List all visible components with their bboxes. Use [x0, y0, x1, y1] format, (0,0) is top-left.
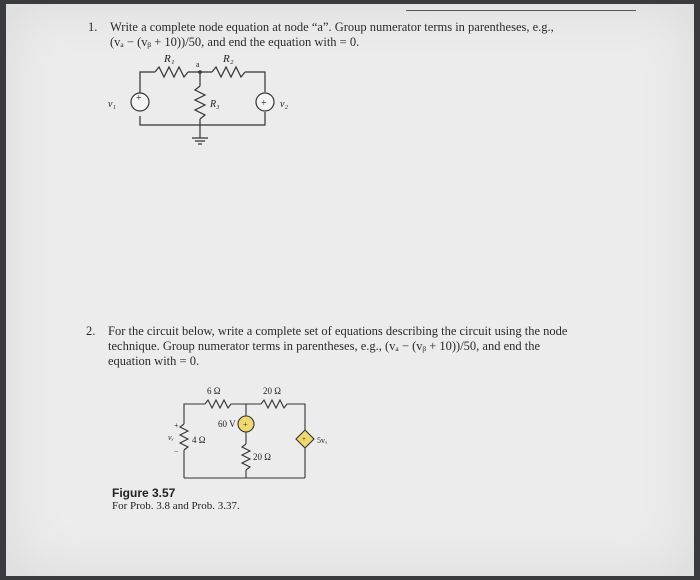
v1-plus-sign: + [136, 93, 142, 104]
node-a-dot [198, 70, 202, 74]
problem-1-number: 1. [88, 20, 98, 34]
problem-1-line-1 [88, 20, 618, 35]
wire-left-top [184, 404, 205, 424]
resistor-r2 [212, 67, 245, 77]
resistor-20ohm-mid [242, 444, 250, 470]
resistor-r1 [155, 67, 188, 77]
label-node-a: a [196, 60, 200, 69]
vsrc-plus-sign: + [243, 420, 248, 429]
label-r3: R₃ [210, 99, 220, 110]
header-rule [406, 10, 636, 11]
resistor-r3 [195, 86, 205, 119]
label-dep-source: 5vₓ [317, 436, 328, 445]
v2-plus-sign: + [261, 98, 267, 109]
resistor-4ohm [180, 424, 188, 450]
label-6ohm: 6 Ω [207, 386, 221, 396]
label-4ohm: 4 Ω [192, 435, 206, 445]
resistor-6ohm [205, 400, 231, 408]
problem-1-line-2: (vₐ − (vᵦ + 10))/50, and end the equation with = 0. [110, 35, 360, 49]
problem-2 [86, 324, 611, 369]
dep-plus-sign: + [302, 435, 306, 443]
problem-1-text-1: Write a complete node equation at node “a”. Group numerator terms in parentheses, e.g., [110, 20, 554, 34]
figure-subtitle: For Prob. 3.8 and Prob. 3.37. [112, 500, 240, 512]
worksheet-page [6, 4, 694, 576]
label-r2: R₂ [223, 53, 234, 65]
wire-right-top [287, 404, 305, 430]
ground-symbol [192, 138, 208, 144]
problem-2-text-1: For the circuit below, write a complete set of equations describing the circuit using the node [108, 324, 568, 338]
figure-caption [112, 486, 240, 512]
label-vx: vₓ [168, 433, 174, 442]
problem-2-line-1 [86, 324, 611, 339]
label-vx-minus: − [174, 447, 179, 456]
figure-title: Figure 3.57 [112, 486, 176, 500]
label-20ohm-top: 20 Ω [263, 386, 281, 396]
label-60v: 60 V [218, 419, 236, 429]
label-v1: v₁ [108, 99, 116, 110]
wire-right-top [245, 72, 265, 92]
circuit-1 [108, 50, 320, 160]
label-20ohm-mid: 20 Ω [253, 452, 271, 462]
problem-1 [88, 20, 618, 50]
label-vx-plus: + [174, 421, 179, 430]
problem-2-line-3: equation with = 0. [108, 354, 200, 368]
resistor-20ohm-top [261, 400, 287, 408]
circuit-2 [160, 382, 340, 488]
label-v2: v₂ [280, 99, 288, 110]
label-r1: R₁ [164, 53, 175, 65]
problem-2-line-2: technique. Group numerator terms in parentheses, e.g., (vₐ − (vᵦ + 10))/50, and end the [108, 339, 541, 353]
problem-2-number: 2. [86, 324, 96, 338]
